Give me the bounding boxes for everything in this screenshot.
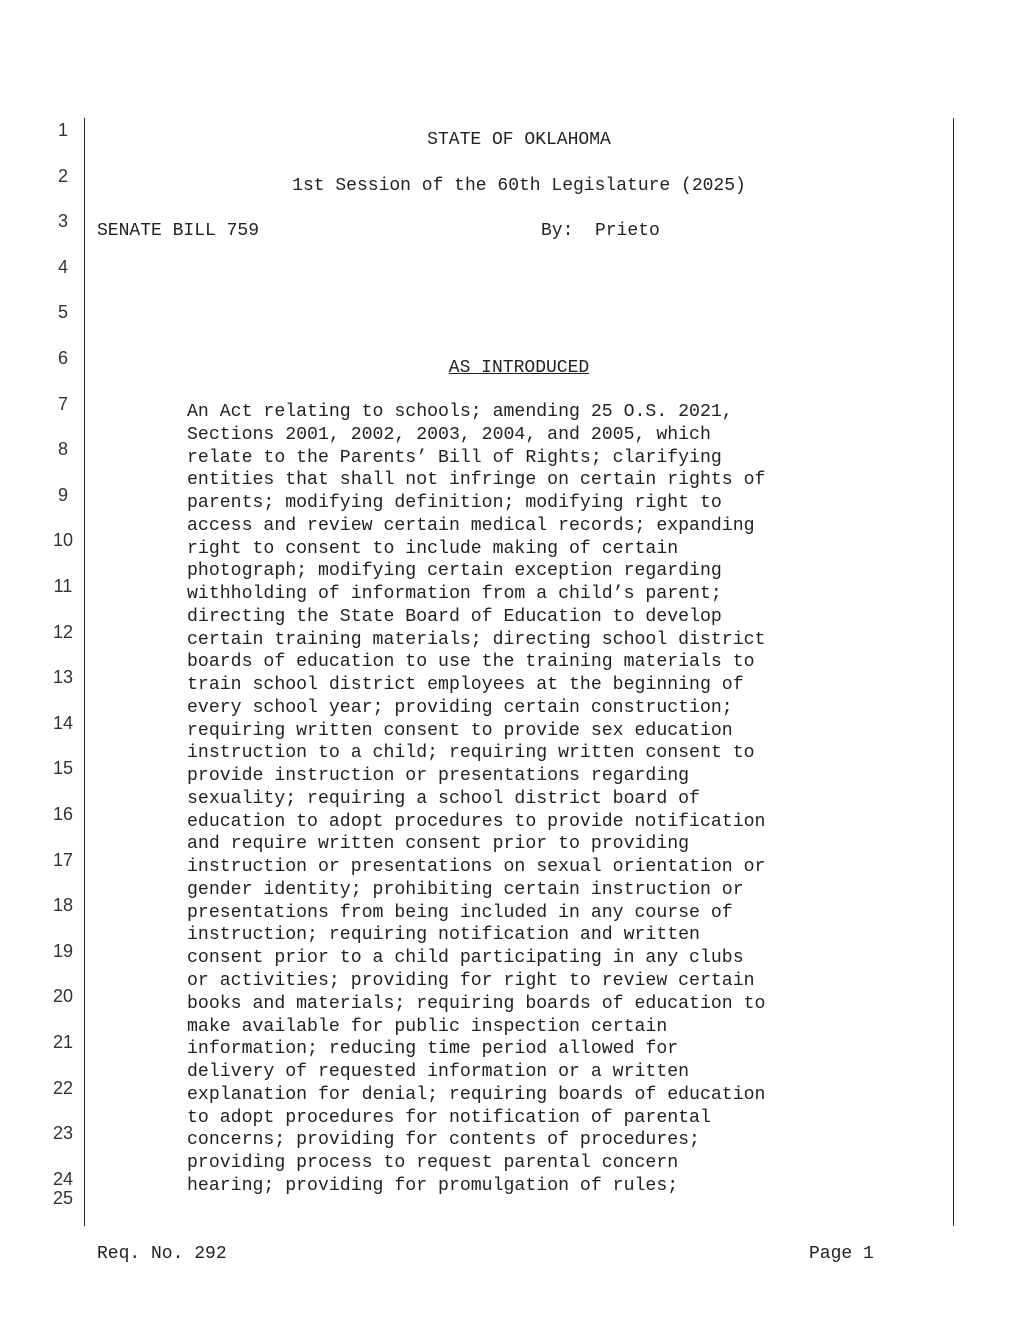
line-number: 7 [57, 393, 68, 414]
act-title-line: instruction to a child; requiring written consent to [187, 743, 755, 764]
line-number: 4 [57, 256, 68, 277]
act-title-line: presentations from being included in any course of [187, 902, 733, 923]
act-title-line: instruction or presentations on sexual orientation or [187, 857, 766, 878]
bill-status-text: AS INTRODUCED [448, 358, 590, 378]
right-margin-rule [953, 118, 954, 1226]
line-number: 11 [53, 576, 73, 596]
act-title-line: gender identity; prohibiting certain instruction or [187, 879, 744, 900]
line-number: 12 [52, 621, 74, 642]
bill-status [85, 357, 953, 379]
line-number: 10 [52, 530, 74, 551]
line-number: 13 [52, 667, 74, 688]
act-title-line: explanation for denial; requiring boards of education [187, 1084, 766, 1105]
act-title-line: access and review certain medical records; expanding [187, 515, 755, 536]
act-title-line: instruction; requiring notification and written [187, 925, 700, 946]
act-title-line: sexuality; requiring a school district board of [187, 788, 700, 809]
line-number: 5 [57, 302, 68, 323]
act-title-line: relate to the Parents’ Bill of Rights; clarifying [187, 447, 722, 468]
act-title-line: certain training materials; directing school district [187, 629, 766, 650]
line-number: 3 [57, 211, 68, 232]
act-title-line: requiring written consent to provide sex education [187, 720, 733, 741]
act-title-line: directing the State Board of Education to develop [187, 606, 722, 627]
act-title-line: providing process to request parental concern [187, 1153, 679, 1174]
session-heading: 1st Session of the 60th Legislature (2025) [292, 176, 746, 196]
act-title-line: and require written consent prior to providing [187, 834, 690, 855]
act-title-line: boards of education to use the training materials to [187, 652, 755, 673]
line-number: 22 [52, 1077, 74, 1098]
act-title-line: concerns; providing for contents of procedures; [187, 1130, 700, 1151]
line-number: 24 [52, 1168, 74, 1189]
act-title-line: education to adopt procedures to provide notification [187, 811, 766, 832]
act-title-line: or activities; providing for right to review certain [187, 971, 755, 991]
act-title-line: train school district employees at the beginning of [187, 675, 744, 696]
act-title-line: every school year; providing certain construction; [187, 697, 733, 718]
state-heading: STATE OF OKLAHOMA [427, 130, 611, 150]
request-number: Req. No. 292 [97, 1244, 227, 1264]
act-title-line: withholding of information from a child’s parent; [187, 584, 722, 605]
line-number: 18 [52, 895, 74, 916]
act-title-line: An Act relating to schools; amending 25 O.S. 2021, [187, 402, 733, 422]
act-title-line: information; reducing time period allowed for [187, 1039, 679, 1060]
page-number: Page 1 [809, 1244, 874, 1264]
act-title-line: consent prior to a child participating in any clubs [187, 948, 744, 969]
line-number: 9 [57, 484, 68, 505]
line-number: 23 [52, 1123, 74, 1144]
line-number: 6 [57, 348, 68, 368]
line-number: 16 [52, 804, 74, 824]
line-number: 15 [52, 758, 74, 779]
act-title-line: books and materials; requiring boards of education to [187, 993, 766, 1014]
act-title-line: to adopt procedures for notification of parental [187, 1107, 711, 1128]
bill-author: By: Prieto [541, 221, 660, 241]
act-title-line: delivery of requested information or a written [187, 1062, 690, 1083]
line-number: 21 [52, 1032, 74, 1052]
act-title-line: photograph; modifying certain exception regarding [187, 561, 722, 582]
act-title-line: right to consent to include making of certain [187, 538, 679, 559]
act-title-line: parents; modifying definition; modifying right to [187, 493, 722, 514]
act-title-line: provide instruction or presentations regarding [187, 766, 690, 787]
line-number: 1 [57, 120, 68, 140]
line-number: 17 [52, 849, 74, 870]
bill-number: SENATE BILL 759 [97, 221, 260, 241]
line-number-cutoff: 25 [52, 1188, 74, 1208]
line-number: 14 [52, 712, 74, 733]
act-title-line: make available for public inspection certain [187, 1016, 668, 1037]
line-number: 2 [57, 165, 68, 186]
act-title-line: hearing; providing for promulgation of rules; [187, 1175, 679, 1196]
act-title-line: Sections 2001, 2002, 2003, 2004, and 2005, which [187, 424, 711, 445]
line-number: 20 [52, 986, 74, 1007]
line-number: 8 [57, 439, 68, 460]
line-number: 19 [52, 940, 74, 961]
act-title-line: entities that shall not infringe on certain rights of [187, 470, 766, 491]
